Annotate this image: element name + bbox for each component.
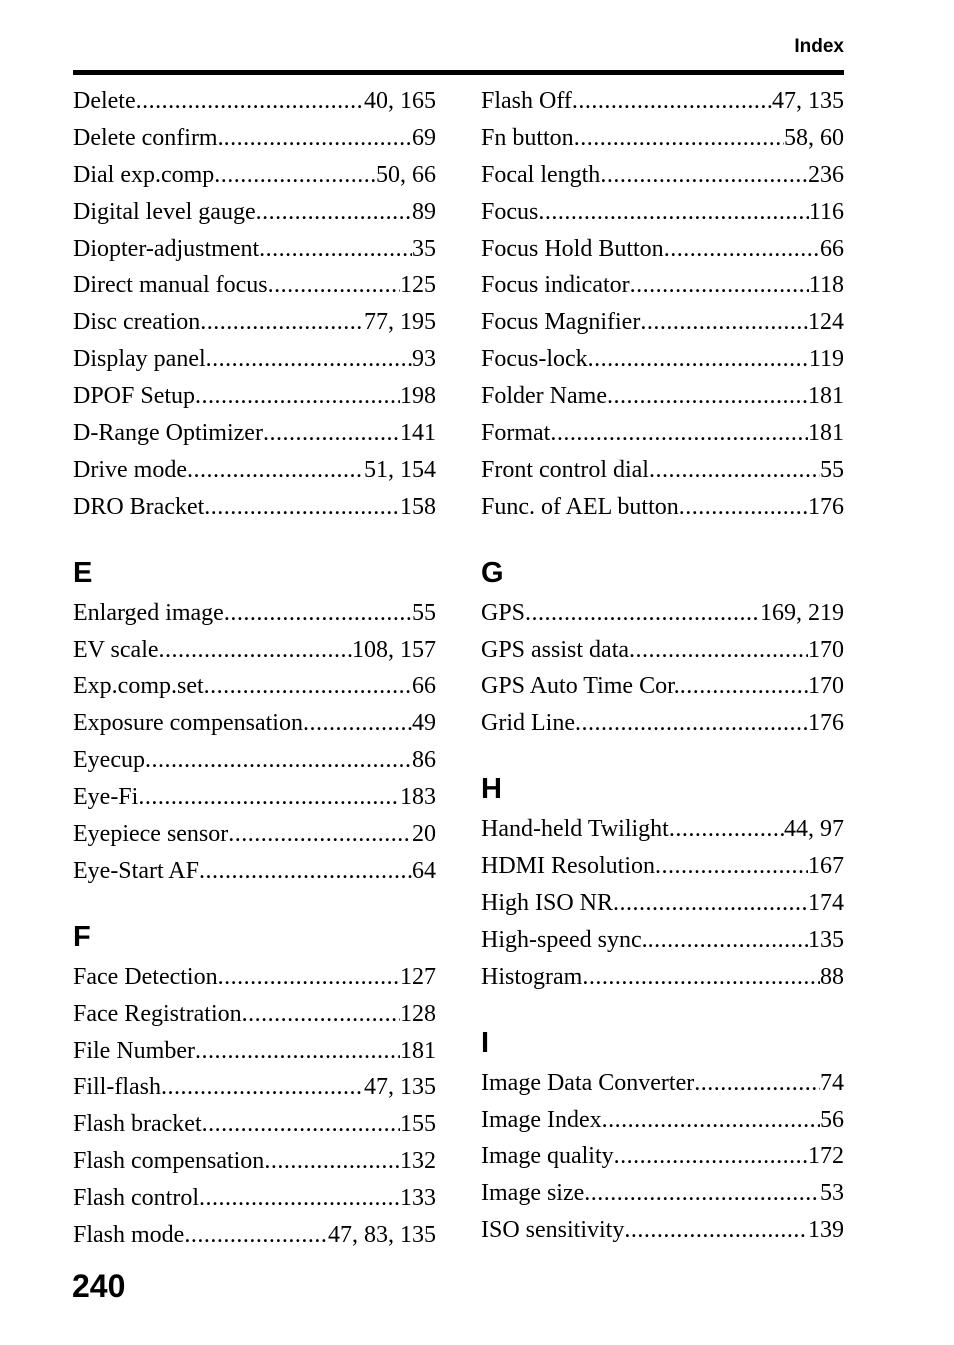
dot-leader	[624, 1213, 808, 1247]
section-letter: H	[481, 773, 502, 806]
index-entry	[73, 997, 436, 1034]
dot-leader	[574, 121, 784, 155]
index-term: Face Detection	[73, 963, 218, 990]
index-page-refs: 125	[400, 272, 436, 299]
index-entry	[73, 268, 436, 305]
dot-leader	[582, 960, 820, 994]
index-page-refs: 53	[820, 1180, 844, 1207]
dot-leader	[199, 854, 412, 888]
index-entry	[481, 849, 844, 886]
dot-leader	[187, 453, 364, 487]
section-letter: G	[481, 556, 504, 589]
dot-leader	[159, 633, 352, 667]
index-entry	[73, 596, 436, 633]
index-column-right	[481, 84, 844, 1250]
index-page-refs: 44, 97	[784, 816, 844, 843]
dot-leader	[538, 195, 809, 229]
index-entry	[481, 960, 844, 997]
index-page-refs: 20	[412, 821, 436, 848]
index-page-refs: 118	[808, 272, 844, 299]
index-term: High-speed sync.	[481, 926, 648, 953]
index-term: Image quality	[481, 1143, 614, 1170]
index-entry	[73, 121, 436, 158]
index-term: Display panel	[73, 346, 206, 373]
index-page-refs: 55	[412, 599, 436, 626]
index-page-refs: 155	[400, 1111, 436, 1138]
dot-leader	[242, 997, 400, 1031]
index-page-refs: 167	[808, 853, 844, 880]
dot-leader	[614, 1139, 808, 1173]
dot-leader	[263, 416, 400, 450]
index-term: Format	[481, 420, 551, 447]
index-entry	[481, 1066, 844, 1103]
dot-leader	[256, 195, 412, 229]
index-entry	[73, 1144, 436, 1181]
section-letter: E	[73, 556, 93, 589]
index-term: Delete	[73, 88, 136, 114]
index-page-refs: 47, 135	[364, 1074, 436, 1101]
index-term: Flash compensation	[73, 1148, 265, 1175]
dot-leader	[264, 1144, 400, 1178]
index-entry	[73, 453, 436, 490]
index-page-refs: 128	[400, 1000, 436, 1027]
index-term: Focus-lock	[481, 346, 588, 373]
index-term: HDMI Resolution	[481, 853, 655, 880]
index-entry	[481, 1139, 844, 1176]
index-term: Hand-held Twilight	[481, 816, 669, 843]
dot-leader	[145, 743, 412, 777]
dot-leader	[572, 84, 772, 118]
dot-leader	[206, 342, 412, 376]
index-entry	[481, 453, 844, 490]
index-term: Disc creation	[73, 309, 201, 336]
index-page-refs: 74	[820, 1069, 844, 1096]
index-term: Delete confirm.	[73, 124, 224, 151]
dot-leader	[648, 923, 808, 957]
index-term: GPS	[481, 599, 526, 626]
dot-leader	[204, 490, 400, 524]
dot-leader	[550, 416, 808, 450]
dot-leader	[224, 121, 412, 155]
index-entry	[481, 633, 844, 670]
index-term: Eye-Start AF	[73, 857, 199, 884]
index-entry	[481, 379, 844, 416]
index-term: Face Registration	[73, 1000, 242, 1027]
index-entry	[73, 416, 436, 453]
index-page-refs: 119	[808, 346, 844, 373]
index-page-refs: 69	[412, 124, 436, 151]
index-entry	[73, 817, 436, 854]
index-term: File Number	[73, 1037, 195, 1064]
index-entry	[481, 158, 844, 195]
index-page-refs: 170	[808, 636, 844, 663]
index-page-refs: 35	[412, 235, 436, 262]
index-entry	[481, 812, 844, 849]
dot-leader	[200, 305, 364, 339]
index-entry	[481, 923, 844, 960]
index-entry	[481, 1176, 844, 1213]
index-page-refs: 132	[400, 1148, 436, 1175]
index-term: Histogram	[481, 963, 583, 990]
index-page-refs: 116	[808, 198, 844, 225]
index-term: Digital level gauge	[73, 198, 256, 225]
index-entry	[73, 195, 436, 232]
dot-leader	[228, 817, 412, 851]
index-term: Focus Hold Button	[481, 235, 664, 262]
index-term: D-Range Optimizer	[73, 420, 263, 447]
dot-leader	[195, 379, 400, 413]
dot-leader	[607, 379, 808, 413]
index-page-refs: 108, 157	[352, 636, 436, 663]
index-page-refs: 139	[808, 1217, 844, 1244]
index-term: Focal length	[481, 161, 601, 188]
index-term: Folder Name	[481, 383, 607, 410]
index-page-refs: 236	[808, 161, 844, 188]
index-page-refs: 181	[400, 1037, 436, 1064]
index-term: Fn button	[481, 124, 574, 151]
index-entry	[481, 596, 844, 633]
index-entry	[73, 342, 436, 379]
index-term: Flash control	[73, 1185, 199, 1212]
index-term: Flash mode	[73, 1222, 185, 1249]
dot-leader	[136, 84, 364, 118]
dot-leader	[629, 633, 808, 667]
index-page-refs: 127	[400, 963, 436, 990]
index-page-refs: 55	[820, 456, 844, 483]
index-term: Eyecup	[73, 747, 145, 774]
index-term: Enlarged image	[73, 599, 224, 626]
index-term: Focus	[481, 198, 539, 225]
index-page-refs: 198	[400, 383, 436, 410]
index-entry	[73, 669, 436, 706]
index-page-refs: 66	[820, 235, 844, 262]
page-number: 240	[72, 1268, 126, 1304]
index-term: Focus Magnifier	[481, 309, 641, 336]
index-entry	[73, 960, 436, 997]
index-entry	[73, 379, 436, 416]
index-term: Eyepiece sensor	[73, 821, 229, 848]
index-term: Eye-Fi	[73, 784, 139, 811]
index-entry	[73, 743, 436, 780]
index-page-refs: 49	[412, 710, 436, 737]
dot-leader	[640, 305, 808, 339]
index-entry	[481, 305, 844, 342]
dot-leader	[679, 490, 808, 524]
dot-leader	[218, 960, 400, 994]
index-term: Exposure compensation	[73, 710, 303, 737]
index-entry	[73, 1218, 436, 1255]
index-entry	[73, 780, 436, 817]
index-term: Front control dial	[481, 456, 649, 483]
index-page-refs: 66	[412, 673, 436, 700]
index-term: ISO sensitivity	[481, 1217, 625, 1244]
index-page-refs: 133	[400, 1185, 436, 1212]
index-page-refs: 170	[808, 673, 844, 700]
index-term: GPS assist data	[481, 636, 630, 663]
index-entry	[481, 268, 844, 305]
index-entry	[73, 1034, 436, 1071]
index-entry	[481, 669, 844, 706]
index-term: Image Index	[481, 1106, 602, 1133]
index-page-refs: 64	[412, 857, 436, 884]
index-entry	[73, 1070, 436, 1107]
index-entry	[73, 854, 436, 891]
index-entry	[73, 706, 436, 743]
index-term: Image Data Converter	[481, 1069, 695, 1096]
index-page-refs: 93	[412, 346, 436, 373]
dot-leader	[224, 596, 412, 630]
index-page-refs: 50, 66	[376, 161, 436, 188]
dot-leader	[694, 1066, 820, 1100]
index-page-refs: 88	[820, 963, 844, 990]
running-header: Index	[794, 36, 844, 57]
dot-leader	[680, 669, 808, 703]
header-rule	[73, 70, 844, 75]
dot-leader	[195, 1034, 400, 1068]
index-term: GPS Auto Time Cor.	[481, 673, 680, 700]
dot-leader	[268, 268, 400, 302]
index-entry	[481, 1103, 844, 1140]
index-entry	[481, 706, 844, 743]
index-term: Drive mode	[73, 456, 187, 483]
dot-leader	[199, 1181, 400, 1215]
index-page-refs: 135	[808, 926, 844, 953]
index-entry	[481, 342, 844, 379]
index-term: DPOF Setup	[73, 383, 196, 410]
dot-leader	[600, 158, 808, 192]
section-letter: I	[481, 1026, 490, 1059]
index-entry	[73, 490, 436, 527]
index-term: Diopter-adjustment	[73, 235, 260, 262]
index-page-refs: 169, 219	[760, 599, 844, 626]
index-term: EV scale	[73, 636, 159, 663]
index-page-refs: 47, 83, 135	[328, 1222, 436, 1249]
dot-leader	[204, 669, 412, 703]
dot-leader	[630, 268, 809, 302]
dot-leader	[138, 780, 400, 814]
dot-leader	[161, 1070, 364, 1104]
index-entry	[481, 195, 844, 232]
index-term: DRO Bracket	[73, 493, 205, 520]
dot-leader	[184, 1218, 328, 1252]
index-entry	[481, 121, 844, 158]
index-page-refs: 58, 60	[784, 124, 844, 151]
index-entry	[481, 232, 844, 269]
dot-leader	[602, 1103, 820, 1137]
index-term: High ISO NR	[481, 890, 614, 917]
index-term: Flash Off	[481, 88, 572, 114]
dot-leader	[202, 1107, 400, 1141]
index-term: Grid Line	[481, 710, 575, 737]
index-entry	[481, 1213, 844, 1250]
index-page-refs: 181	[808, 383, 844, 410]
index-entry	[481, 84, 844, 121]
dot-leader	[575, 706, 808, 740]
section-letter: F	[73, 920, 91, 953]
index-column-left	[73, 84, 436, 1255]
index-term: Flash bracket	[73, 1111, 202, 1138]
index-term: Focus indicator	[481, 272, 630, 299]
index-entry	[73, 232, 436, 269]
dot-leader	[214, 158, 376, 192]
index-page-refs: 124	[808, 309, 844, 336]
index-page-refs: 183	[400, 784, 436, 811]
dot-leader	[303, 706, 412, 740]
index-term: Dial exp.comp	[73, 161, 215, 188]
dot-leader	[655, 849, 808, 883]
index-page-refs: 56	[820, 1106, 844, 1133]
dot-leader	[584, 1176, 820, 1210]
index-term: Func. of AEL button	[481, 493, 679, 520]
index-entry	[73, 158, 436, 195]
index-entry	[73, 633, 436, 670]
index-page-refs: 40, 165	[364, 88, 436, 114]
index-term: Image size	[481, 1180, 585, 1207]
index-page-refs: 47, 135	[772, 88, 844, 114]
dot-leader	[669, 812, 784, 846]
dot-leader	[259, 232, 412, 266]
dot-leader	[525, 596, 760, 630]
index-page-refs: 141	[400, 420, 436, 447]
index-term: Direct manual focus	[73, 272, 268, 299]
index-entry	[73, 305, 436, 342]
index-entry	[73, 1107, 436, 1144]
index-term: Fill-flash	[73, 1074, 161, 1101]
index-entry	[73, 1181, 436, 1218]
index-term: Exp.comp.set	[73, 673, 204, 700]
index-entry	[481, 886, 844, 923]
index-entry	[481, 416, 844, 453]
index-page-refs: 51, 154	[364, 456, 436, 483]
index-page-refs: 176	[808, 710, 844, 737]
index-page-refs: 181	[808, 420, 844, 447]
dot-leader	[649, 453, 820, 487]
index-page-refs: 172	[808, 1143, 844, 1170]
index-entry	[481, 490, 844, 527]
index-page-refs: 176	[808, 493, 844, 520]
index-page-refs: 77, 195	[364, 309, 436, 336]
index-page-refs: 86	[412, 747, 436, 774]
index-entry	[73, 84, 436, 121]
dot-leader	[613, 886, 808, 920]
dot-leader	[664, 232, 820, 266]
index-page-refs: 174	[808, 890, 844, 917]
dot-leader	[588, 342, 809, 376]
index-page-refs: 158	[400, 493, 436, 520]
index-page-refs: 89	[412, 198, 436, 225]
